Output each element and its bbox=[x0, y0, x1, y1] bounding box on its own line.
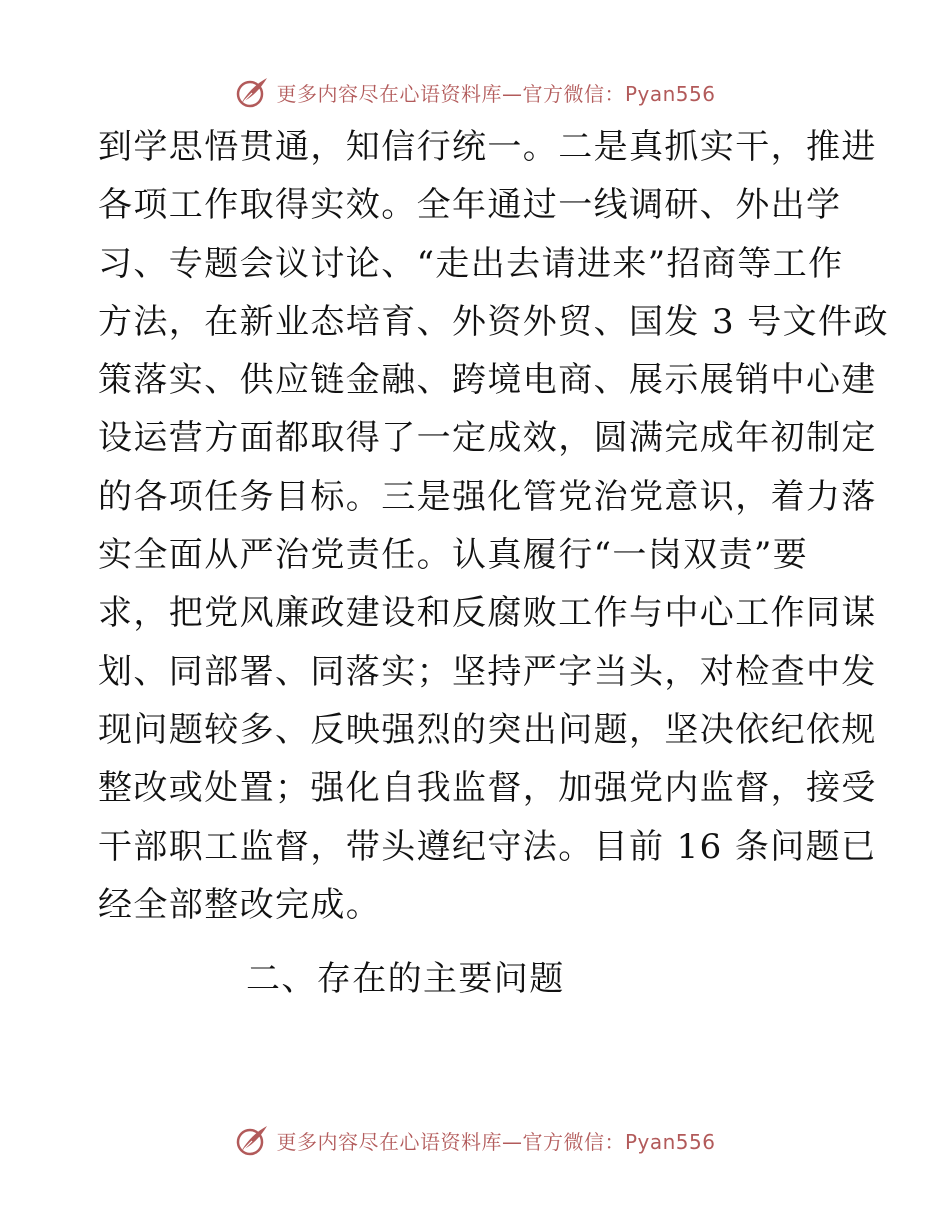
text-line: 方法，在新业态培育、外资外贸、国发 3 号文件政 bbox=[98, 301, 889, 342]
quill-logo-icon bbox=[234, 1122, 270, 1158]
quill-logo-icon bbox=[234, 74, 270, 110]
text-line: 策落实、供应链金融、跨境电商、展示展销中心建 bbox=[98, 360, 877, 401]
text-line: 的各项任务目标。三是强化管党治党意识，着力落 bbox=[98, 476, 877, 517]
text-line: 整改或处置；强化自我监督，加强党内监督，接受 bbox=[98, 768, 877, 809]
text-line: 求，把党风廉政建设和反腐败工作与中心工作同谋 bbox=[98, 593, 877, 634]
text-line: 划、同部署、同落实；坚持严字当头，对检查中发 bbox=[98, 651, 877, 692]
text-line: 到学思悟贯通，知信行统一。二是真抓实干，推进 bbox=[98, 127, 877, 167]
text-line: 干部职工监督，带头遵纪守法。目前 16 条问题已 bbox=[98, 826, 877, 867]
footer-watermark bbox=[0, 1120, 950, 1160]
text-line: 现问题较多、反映强烈的突出问题，坚决依纪依规 bbox=[98, 709, 877, 750]
header-watermark bbox=[0, 72, 950, 112]
text-line: 设运营方面都取得了一定成效，圆满完成年初制定 bbox=[98, 418, 877, 459]
text-line: 实全面从严治党责任。认真履行“一岗双责”要 bbox=[98, 535, 809, 576]
text-line: 各项工作取得实效。全年通过一线调研、外出学 bbox=[98, 185, 842, 226]
text-line: 习、专题会议讨论、“走出去请进来”招商等工作 bbox=[98, 243, 844, 284]
watermark-text: 更多内容尽在心语资料库—官方微信：Pyan556 bbox=[276, 1129, 716, 1154]
body-paragraph bbox=[98, 118, 889, 934]
section-heading: 二、存在的主要问题 bbox=[246, 959, 565, 999]
watermark-text: 更多内容尽在心语资料库—官方微信：Pyan556 bbox=[276, 81, 716, 106]
text-line: 经全部整改完成。 bbox=[98, 884, 382, 925]
